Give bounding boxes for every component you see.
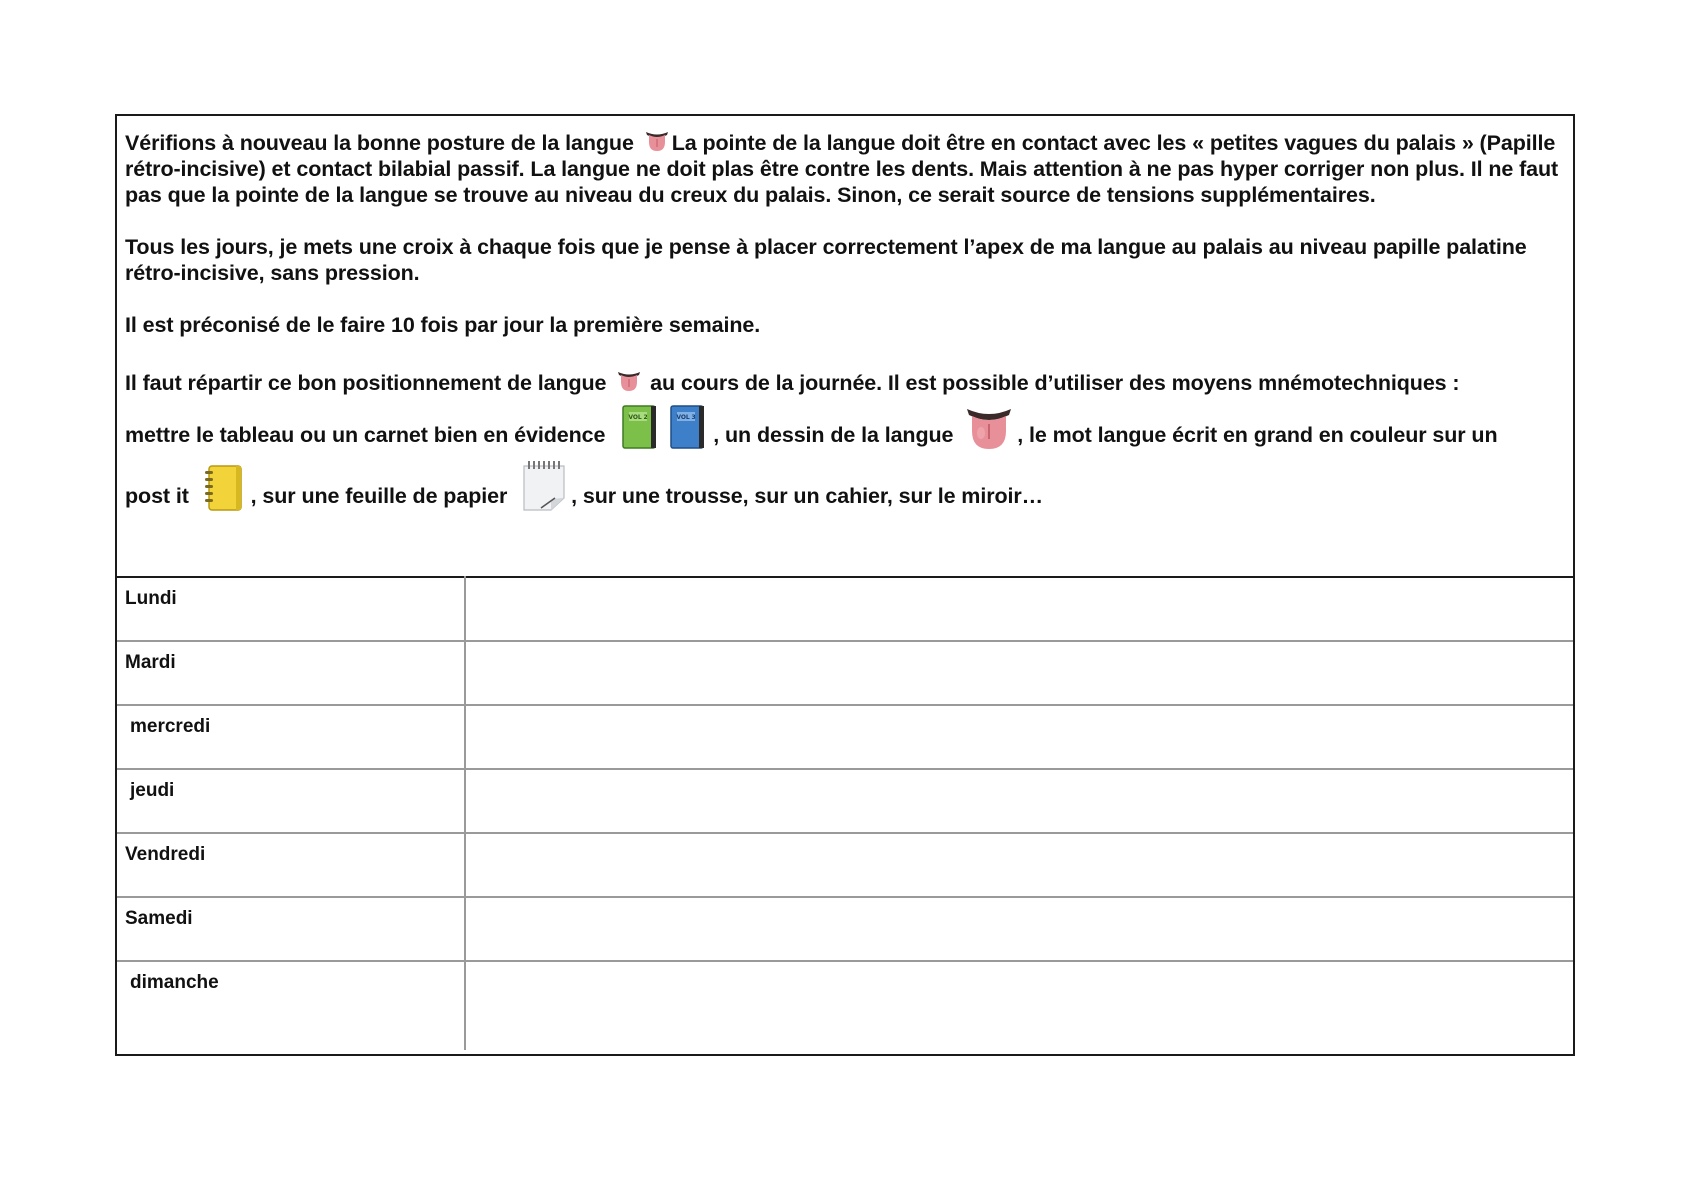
instruction-posture-text-b: La pointe de la langue doit être en contact avec les « petites vagues du palais » (Papille rétro-incisive) et contact bilabial passif. La langue ne doit plas être contre les dents. Mais attention à ne pas hyper corriger non plus. Il ne faut pas que la pointe de la langue se trouve au niveau du creux du palais. Sinon, ce serait source de tensions supplémentaires. bbox=[125, 131, 1559, 207]
blue-book-icon bbox=[669, 404, 707, 452]
mnemonics-text-g: , sur une feuille de papier bbox=[250, 484, 514, 508]
day-label: mercredi bbox=[117, 705, 465, 769]
spiral-notepad-icon bbox=[521, 460, 567, 512]
mnemonics-text-h: , sur une trousse, sur un cahier, sur le miroir… bbox=[571, 484, 1044, 508]
mnemonics-line-1 bbox=[125, 368, 1565, 398]
day-checks-cell[interactable] bbox=[465, 833, 1573, 897]
mnemonics-text-b: au cours de la journée. Il est possible d’utiliser des moyens mnémotechniques : bbox=[644, 371, 1460, 395]
day-checks-cell[interactable] bbox=[465, 577, 1573, 641]
table-row bbox=[117, 897, 1573, 961]
day-checks-cell[interactable] bbox=[465, 641, 1573, 705]
tongue-posture-worksheet bbox=[115, 114, 1575, 1056]
table-row bbox=[117, 705, 1573, 769]
weekly-tracking-table bbox=[117, 576, 1573, 1050]
instruction-posture-text-a: Vérifions à nouveau la bonne posture de la langue bbox=[125, 131, 640, 155]
tongue-icon bbox=[616, 369, 642, 393]
day-checks-cell[interactable] bbox=[465, 705, 1573, 769]
mnemonics-line-3 bbox=[125, 468, 1565, 524]
table-row bbox=[117, 641, 1573, 705]
green-book-icon bbox=[621, 404, 659, 452]
day-label: Samedi bbox=[117, 897, 465, 961]
table-row bbox=[117, 769, 1573, 833]
instruction-posture bbox=[125, 130, 1565, 208]
instructions bbox=[117, 116, 1573, 576]
day-label: dimanche bbox=[117, 961, 465, 1050]
mnemonics-text-c: mettre le tableau ou un carnet bien en évidence bbox=[125, 423, 612, 447]
day-checks-cell[interactable] bbox=[465, 769, 1573, 833]
instruction-daily: Tous les jours, je mets une croix à chaque fois que je pense à placer correctement l’apex de ma langue au palais au niveau papille palatine rétro-incisive, sans pression. bbox=[125, 235, 1527, 285]
mnemonics-line-2 bbox=[125, 412, 1565, 458]
green-book-label: VOL 2 bbox=[628, 414, 648, 422]
day-checks-cell[interactable] bbox=[465, 961, 1573, 1050]
tongue-icon bbox=[965, 405, 1013, 451]
mnemonics-text-f: post it bbox=[125, 484, 195, 508]
day-checks-cell[interactable] bbox=[465, 897, 1573, 961]
mnemonics-text-d: , un dessin de la langue bbox=[713, 423, 960, 447]
instruction-mnemonics bbox=[125, 368, 1565, 524]
tongue-icon bbox=[644, 129, 670, 153]
blue-book-label: VOL 3 bbox=[676, 414, 696, 422]
mnemonics-text-e: , le mot langue écrit en grand en couleur sur un bbox=[1017, 423, 1498, 447]
day-label: Mardi bbox=[117, 641, 465, 705]
table-row bbox=[117, 833, 1573, 897]
mnemonics-text-a: Il faut répartir ce bon positionnement de langue bbox=[125, 371, 613, 395]
day-label: jeudi bbox=[117, 769, 465, 833]
day-label: Vendredi bbox=[117, 833, 465, 897]
table-row bbox=[117, 961, 1573, 1050]
yellow-notebook-icon bbox=[203, 463, 245, 513]
day-label: Lundi bbox=[117, 577, 465, 641]
instruction-frequency: Il est préconisé de le faire 10 fois par jour la première semaine. bbox=[125, 313, 761, 337]
table-row bbox=[117, 577, 1573, 641]
